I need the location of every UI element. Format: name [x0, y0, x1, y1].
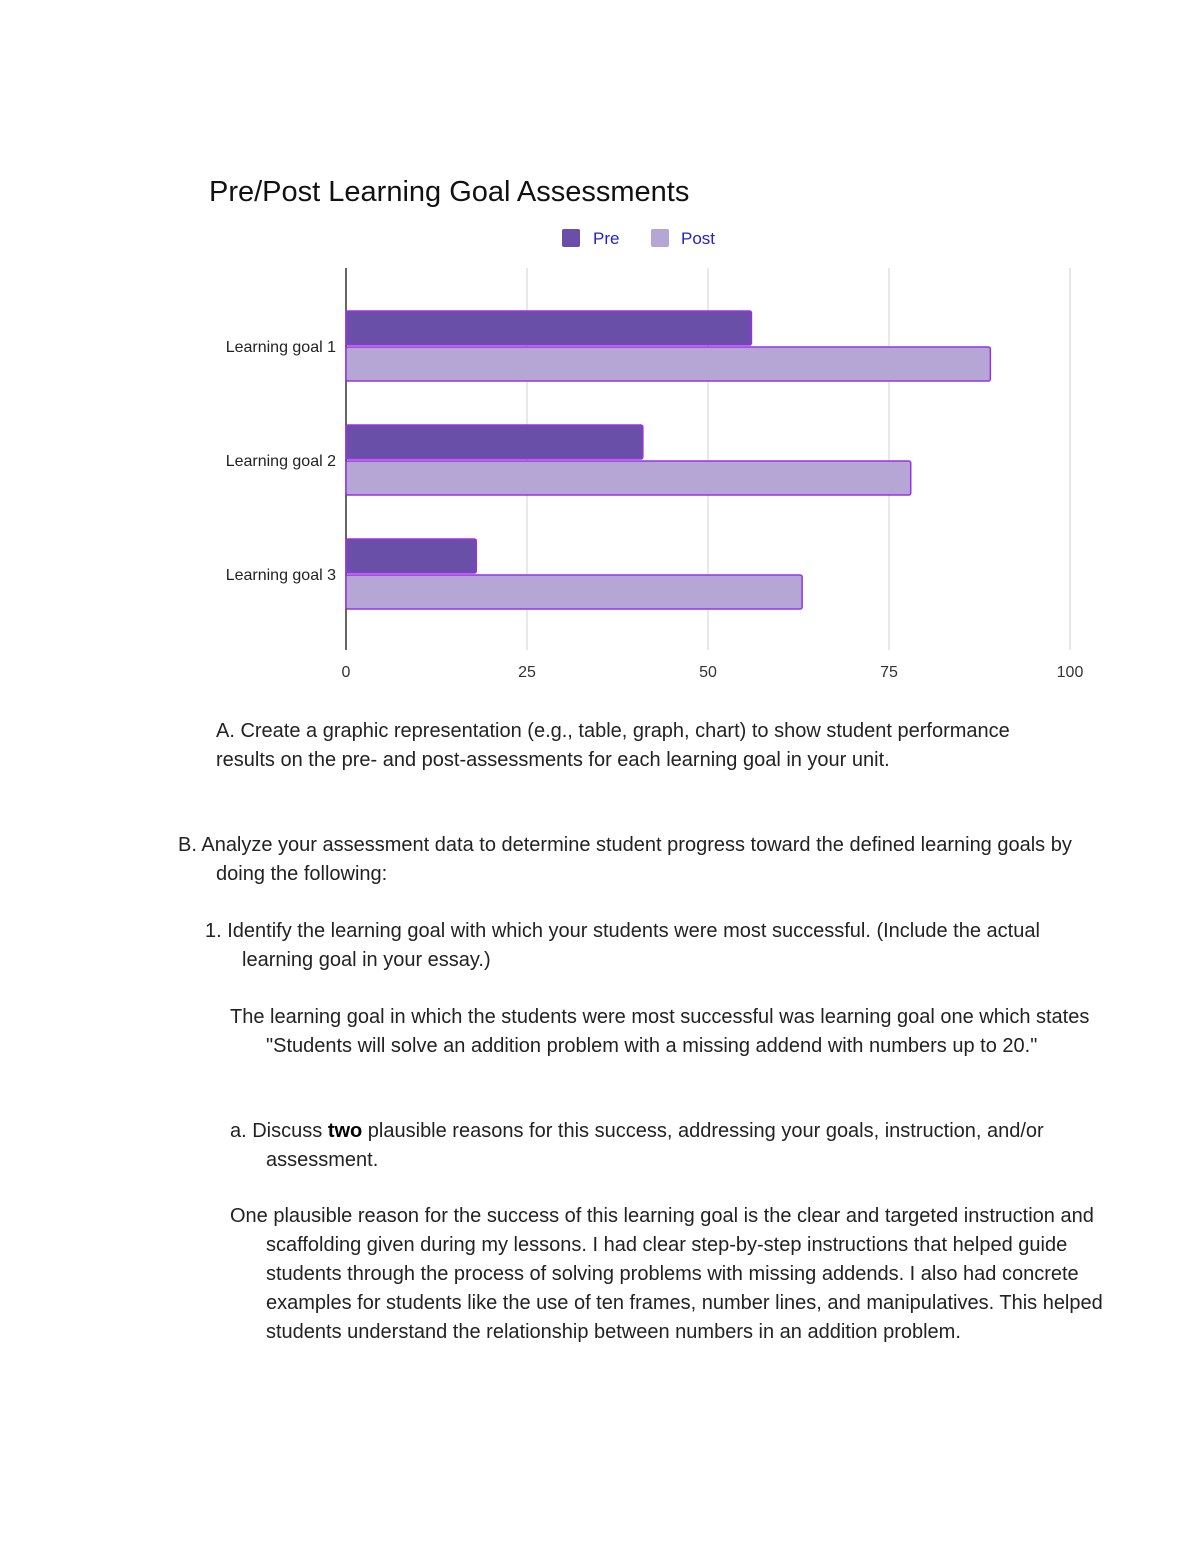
item-a-prefix: a. Discuss: [230, 1120, 328, 1142]
bar-chart: [0, 0, 1200, 700]
answer-2-text: One plausible reason for the success of this learning goal is the clear and targeted instruction and scaffolding given during my lessons. I had clear step-by-step instructions that helped guide students through the process of solving problems with missing addends. I also had concrete examples for students like the use of ten frames, number lines, and manipulatives. This helped students understand the relationship between numbers in an addition problem.: [230, 1205, 1103, 1343]
section-b-text: B. Analyze your assessment data to determine student progress toward the defined learning goals by doing the following:: [178, 834, 1072, 885]
bar-post: [346, 461, 911, 495]
x-tick-label: 75: [880, 664, 898, 681]
item-a-bold: two: [327, 1120, 363, 1142]
legend-label-pre: Pre: [593, 229, 620, 248]
chart-title: Pre/Post Learning Goal Assessments: [209, 176, 690, 208]
legend-swatch-pre: [562, 229, 580, 247]
item-a-text: [230, 1117, 1106, 1175]
x-tick-label: 25: [518, 664, 536, 681]
x-tick-label: 50: [699, 664, 717, 681]
bar-pre: [346, 311, 751, 345]
legend-label-post: Post: [681, 229, 716, 248]
bar-post: [346, 575, 802, 609]
section-a-text: A. Create a graphic representation (e.g., table, graph, chart) to show student performance results on the pre- and post-assessments for each learning goal in your unit.: [216, 720, 1010, 771]
chart-category-labels: [226, 339, 336, 584]
x-tick-label: 100: [1056, 664, 1084, 681]
answer-1-text: The learning goal in which the students were most successful was learning goal one which states "Students will solve an addition problem with a missing addend with numbers up to 20.": [230, 1006, 1090, 1057]
bar-pre: [346, 425, 643, 459]
category-label: Learning goal 2: [225, 453, 336, 470]
item-a-suffix: plausible reasons for this success, addressing your goals, instruction, and/or assessment.: [266, 1120, 1044, 1171]
chart-x-tick-labels: [342, 664, 1084, 681]
x-tick-label: 0: [341, 664, 351, 681]
category-label: Learning goal 1: [225, 339, 336, 356]
item-1-text: 1. Identify the learning goal with which your students were most successful. (Include the actual learning goal in your essay.): [205, 920, 1040, 971]
category-label: Learning goal 3: [225, 567, 336, 584]
bar-pre: [346, 539, 476, 573]
chart-legend: [562, 229, 715, 248]
legend-swatch-post: [651, 229, 669, 247]
bar-post: [346, 347, 990, 381]
chart-bars: [346, 311, 990, 609]
